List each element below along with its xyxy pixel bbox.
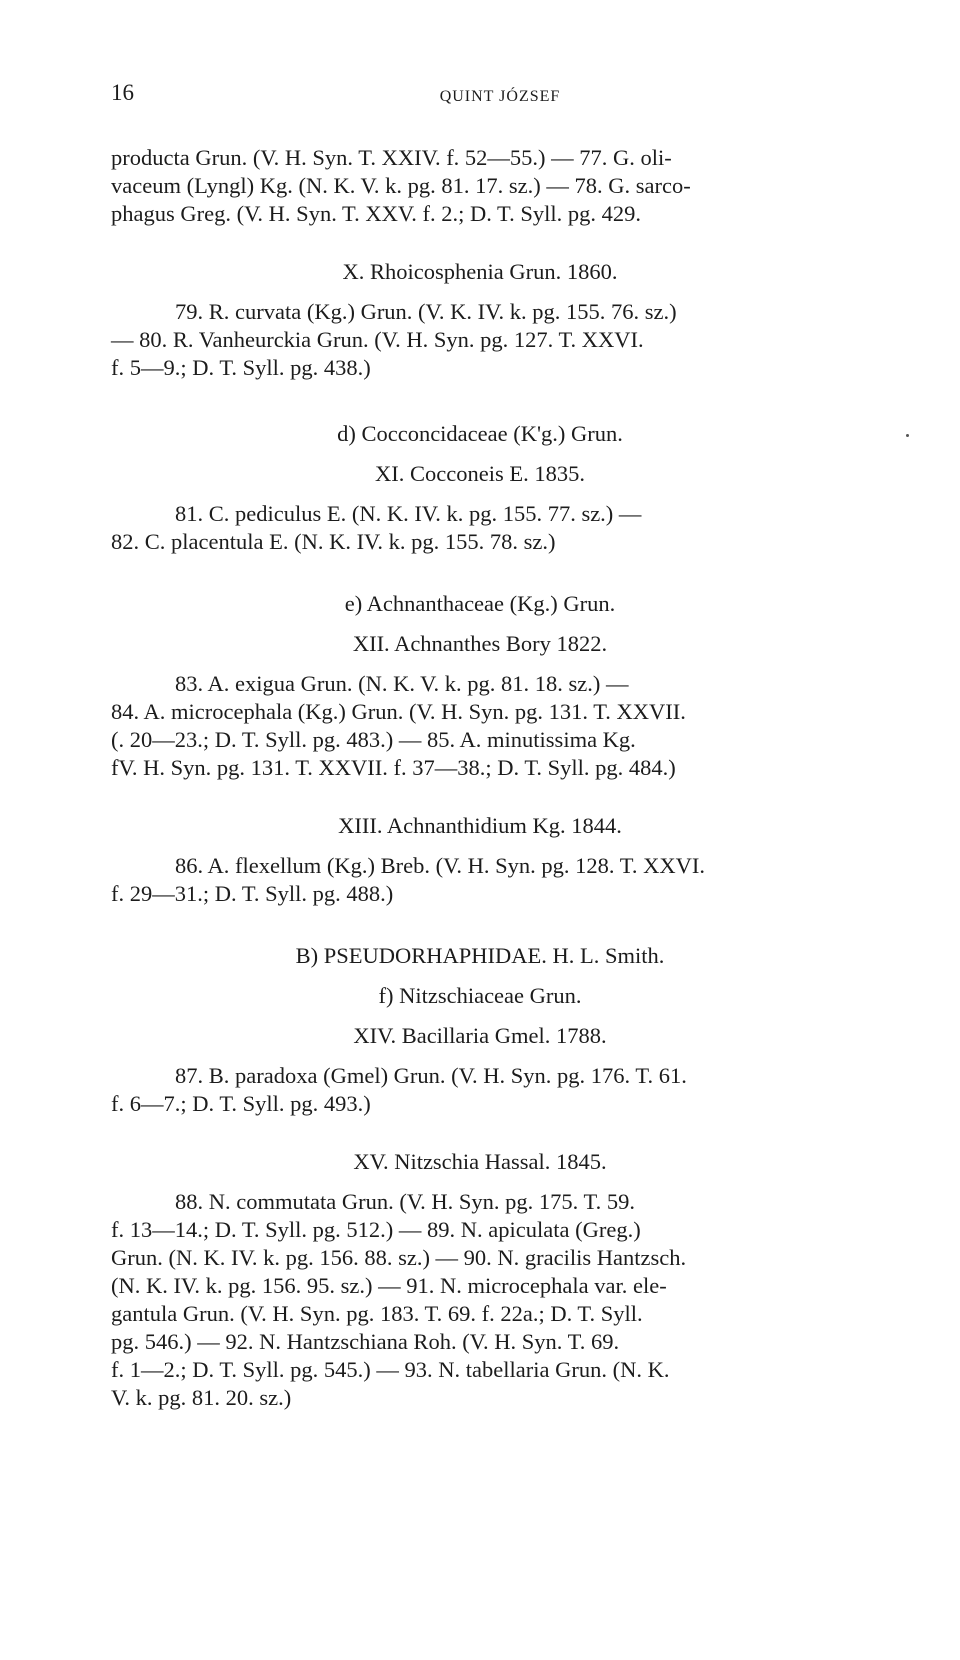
text-line: 87. B. paradoxa (Gmel) Grun. (V. H. Syn. pg. 176. T. 61. (175, 1063, 687, 1088)
genus-heading: XIII. Achnanthidium Kg. 1844. (338, 813, 622, 838)
text-line: f. 5—9.; D. T. Syll. pg. 438.) (111, 355, 371, 380)
genus-heading: XV. Nitzschia Hassal. 1845. (353, 1149, 607, 1174)
genus-heading: XII. Achnanthes Bory 1822. (352, 631, 608, 656)
text-line: Grun. (N. K. IV. k. pg. 156. 88. sz.) — 90. N. gracilis Hantzsch. (111, 1245, 687, 1270)
subordo-heading: B) PSEUDORHAPHIDAE. H. L. Smith. (295, 943, 665, 968)
text-line: 82. C. placentula E. (N. K. IV. k. pg. 155. 78. sz.) (111, 529, 556, 554)
text-line: f. 6—7.; D. T. Syll. pg. 493.) (111, 1091, 371, 1116)
text-line: 79. R. curvata (Kg.) Grun. (V. K. IV. k. pg. 155. 76. sz.) (175, 299, 677, 324)
text-line: V. k. pg. 81. 20. sz.) (111, 1385, 292, 1410)
text-line: (. 20—23.; D. T. Syll. pg. 483.) — 85. A. minutissima Kg. (111, 727, 636, 752)
text-line: 86. A. flexellum (Kg.) Breb. (V. H. Syn. pg. 128. T. XXVI. (175, 853, 705, 878)
page-number: 16 (111, 80, 134, 105)
text-line: gantula Grun. (V. H. Syn. pg. 183. T. 69. f. 22a.; D. T. Syll. (111, 1301, 643, 1326)
genus-heading: XIV. Bacillaria Gmel. 1788. (353, 1023, 607, 1048)
family-heading: d) Cocconcidaceae (K'g.) Grun. (337, 421, 623, 446)
text-line: vaceum (Lyngl) Kg. (N. K. V. k. pg. 81. 17. sz.) — 78. G. sarco- (111, 173, 691, 198)
text-line: fV. H. Syn. pg. 131. T. XXVII. f. 37—38.; D. T. Syll. pg. 484.) (111, 755, 676, 780)
text-line: f. 13—14.; D. T. Syll. pg. 512.) — 89. N. apiculata (Greg.) (111, 1217, 641, 1242)
text-line: 83. A. exigua Grun. (N. K. V. k. pg. 81. 18. sz.) — (175, 671, 629, 696)
text-line: 88. N. commutata Grun. (V. H. Syn. pg. 175. T. 59. (175, 1189, 635, 1214)
running-title: QUINT JÓZSEF (439, 88, 561, 105)
text-line: pg. 546.) — 92. N. Hantzschiana Roh. (V. H. Syn. T. 69. (111, 1329, 620, 1354)
genus-heading: X. Rhoicosphenia Grun. 1860. (342, 259, 618, 284)
text-line: f. 29—31.; D. T. Syll. pg. 488.) (111, 881, 394, 906)
text-line: — 80. R. Vanheurckia Grun. (V. H. Syn. pg. 127. T. XXVI. (111, 327, 644, 352)
family-heading: e) Achnanthaceae (Kg.) Grun. (344, 591, 616, 616)
text-line: f. 1—2.; D. T. Syll. pg. 545.) — 93. N. tabellaria Grun. (N. K. (111, 1357, 670, 1382)
text-line: phagus Greg. (V. H. Syn. T. XXV. f. 2.; D. T. Syll. pg. 429. (111, 201, 642, 226)
family-heading: f) Nitzschiaceae Grun. (378, 983, 582, 1008)
genus-heading: XI. Cocconeis E. 1835. (375, 461, 585, 486)
text-line: (N. K. IV. k. pg. 156. 95. sz.) — 91. N. microcephala var. ele- (111, 1273, 667, 1298)
text-line: 84. A. microcephala (Kg.) Grun. (V. H. Syn. pg. 131. T. XXVII. (111, 699, 686, 724)
text-line: 81. C. pediculus E. (N. K. IV. k. pg. 155. 77. sz.) — (175, 501, 642, 526)
text-line: producta Grun. (V. H. Syn. T. XXIV. f. 52—55.) — 77. G. oli- (111, 145, 672, 170)
